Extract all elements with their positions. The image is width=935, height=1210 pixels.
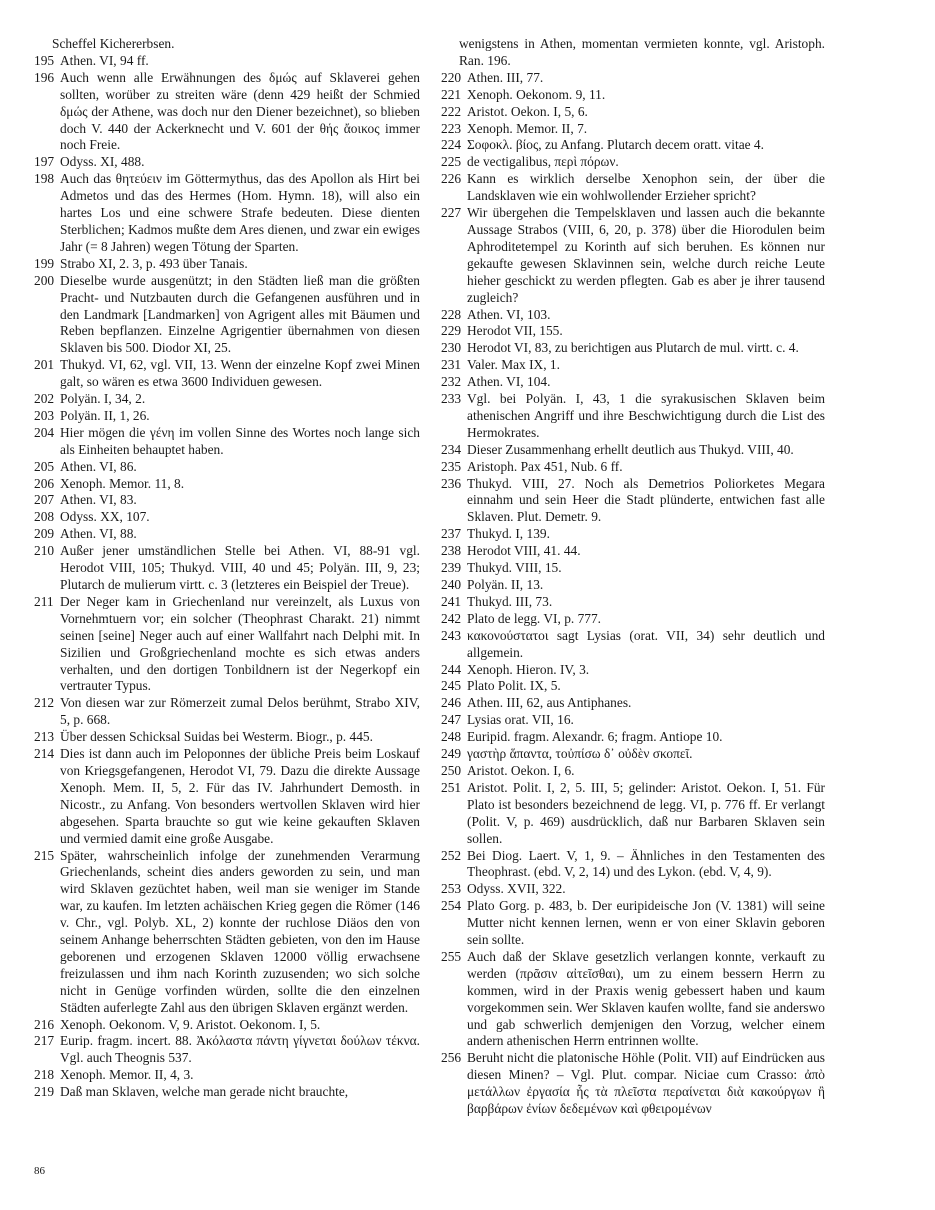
footnote-text: Vgl. bei Polyän. I, 43, 1 die syrakusischen Sklaven beim athenischen Angriff und ihre Beschwichtigung durch die List des Hermokrates.: [467, 391, 825, 440]
footnote-text: Xenoph. Memor. II, 7.: [467, 120, 588, 136]
footnote-number: 219: [34, 1084, 55, 1100]
footnote-text: Polyän. II, 13.: [467, 577, 544, 592]
footnote-number: 230: [441, 340, 462, 356]
footnote: [34, 70, 420, 155]
footnote-number: 215: [34, 847, 55, 863]
footnote-number: 253: [441, 881, 462, 897]
footnote: [441, 526, 825, 543]
footnote-text: Strabo XI, 2. 3, p. 493 über Tanais.: [60, 255, 248, 271]
footnote-number: 247: [441, 712, 462, 728]
footnote: [441, 374, 825, 391]
footnote-number: 233: [441, 391, 462, 407]
footnote-text: Athen. III, 62, aus Antiphanes.: [467, 695, 632, 711]
footnote-number: 200: [34, 272, 55, 288]
footnote-text: Athen. VI, 83.: [60, 492, 137, 508]
footnote: [34, 729, 420, 746]
footnote-text: Beruht nicht die platonische Höhle (Polit. VII) auf Eindrücken aus diesen Minen? – Vgl. Plut. compar. Niciae cum Crasso: ἀπὸ μετάλλων ἐργασία ἧς τὰ πλεῖστα περαίνεται διὰ κακούργων ἢ βαρβάρων ἐνίων δεδεμένων καὶ φθειρομένων: [467, 1050, 825, 1117]
footnote: [441, 611, 825, 628]
footnote-text: κακονούστατοι sagt Lysias (orat. VII, 34) sehr deutlich und allgemein.: [467, 627, 825, 660]
footnote-number: 236: [441, 475, 462, 491]
footnote: [34, 357, 420, 391]
footnote-number: 202: [34, 391, 55, 407]
footnote-text: Hier mögen die γένη im vollen Sinne des Wortes noch lange sich als Einheiten behauptet haben.: [60, 424, 420, 457]
footnote-text: Dieselbe wurde ausgenützt; in den Städten ließ man die größten Pracht- und Nutzbauten durch die Gefangenen ausführen und in den Landmark [Landmarken] von Agrigent alles mit Bäumen und Reben bepflanzen. Einzelne Agrigentier übernahmen von diesen Sklaven bis 500. Diodor XI, 25.: [60, 272, 420, 356]
footnote-number: 245: [441, 678, 462, 694]
right-continuation: wenigstens in Athen, momentan vermieten konnte, vgl. Aristoph. Ran. 196.: [459, 36, 825, 68]
footnote-text: Herodot VI, 83, zu berichtigen aus Plutarch de mul. virtt. c. 4.: [467, 340, 799, 356]
footnote: [34, 256, 420, 273]
footnote: [34, 848, 420, 1017]
footnote-number: 249: [441, 746, 462, 762]
footnote: [34, 408, 420, 425]
footnote: [441, 171, 825, 205]
footnote-text: Thukyd. I, 139.: [467, 526, 550, 542]
footnote-number: 228: [441, 306, 462, 322]
footnote: [34, 695, 420, 729]
left-continuation: Scheffel Kichererbsen.: [52, 36, 175, 51]
footnote: [441, 898, 825, 949]
footnote: [441, 577, 825, 594]
footnote-number: 223: [441, 120, 462, 136]
footnote: [441, 459, 825, 476]
footnote: [441, 323, 825, 340]
footnote-number: 227: [441, 205, 462, 221]
footnote-text: Auch wenn alle Erwähnungen des δμώς auf Sklaverei gehen sollten, worüber zu streiten wäre (denn 429 heißt der Schmied δμώς der Athene, was doch nur den Diener bezeichnet), so blieben doch V. 440 der Ackerknecht und V. 601 der θής ἄοικος immer noch Freie.: [60, 69, 420, 153]
footnote-number: 221: [441, 86, 462, 102]
footnote-text: de vectigalibus, περὶ πόρων.: [467, 154, 619, 170]
right-column: [441, 36, 825, 1118]
footnote-text: Xenoph. Oekonom. 9, 11.: [467, 86, 606, 102]
footnote-number: 218: [34, 1067, 55, 1083]
footnote-number: 210: [34, 543, 55, 559]
footnote: [441, 357, 825, 374]
footnote: [34, 1033, 420, 1067]
footnote-number: 214: [34, 746, 55, 762]
footnote-text: Xenoph. Hieron. IV, 3.: [467, 661, 590, 677]
footnote-text: Athen. VI, 104.: [467, 374, 551, 390]
footnote-text: Thukyd. VIII, 27. Noch als Demetrios Poliorketes Megara einnahm und sein Heer die Stadt plünderte, entwichen fast alle Sklaven. Plut. Demetr. 9.: [467, 475, 825, 525]
footnote: [34, 476, 420, 493]
footnote-number: 220: [441, 69, 462, 85]
footnote-number: 244: [441, 661, 462, 677]
footnote-text: Plato Polit. IX, 5.: [467, 678, 561, 694]
footnote-number: 225: [441, 154, 462, 170]
footnote-text: Aristot. Oekon. I, 5, 6.: [467, 103, 588, 119]
footnote-number: 198: [34, 171, 55, 187]
footnote-number: 246: [441, 695, 462, 711]
footnote-number: 242: [441, 610, 462, 626]
footnote-text: Lysias orat. VII, 16.: [467, 712, 574, 728]
footnote-text: Aristot. Oekon. I, 6.: [467, 762, 575, 778]
footnote-text: Aristot. Polit. I, 2, 5. III, 5; gelinder: Aristot. Oekon. I, 51. Für Plato ist besonders bezeichnend de legg. VI, p. 776 ff. Er verlangt (Polit. V, p. 469) ausdrücklich, daß nur Barbaren Sklaven sein sollen.: [467, 779, 825, 846]
footnote: [441, 543, 825, 560]
footnote-number: 256: [441, 1050, 462, 1066]
footnote-number: 255: [441, 948, 462, 964]
left-column: [34, 36, 420, 1101]
footnote-number: 229: [441, 323, 462, 339]
footnote: [441, 442, 825, 459]
footnote-number: 196: [34, 69, 55, 85]
footnote-text: Von diesen war zur Römerzeit zumal Delos berühmt, Strabo XIV, 5, p. 668.: [60, 695, 420, 728]
footnote: [441, 746, 825, 763]
footnote: [34, 526, 420, 543]
footnote-number: 211: [34, 593, 54, 609]
footnote: [441, 560, 825, 577]
footnote: [34, 1017, 420, 1034]
footnote-text: Valer. Max IX, 1.: [467, 357, 560, 373]
footnote-number: 212: [34, 695, 55, 711]
footnote-number: 206: [34, 475, 55, 491]
footnote-text: Bei Diog. Laert. V, 1, 9. – Ähnliches in den Testamenten des Theophrast. (ebd. V, 2, 14) und des Lykon. (ebd. V, 4, 9).: [467, 847, 825, 880]
footnote: [441, 307, 825, 324]
footnote-text: Plato de legg. VI, p. 777.: [467, 610, 602, 626]
footnote-number: 197: [34, 154, 55, 170]
footnote: [441, 391, 825, 442]
footnote-number: 248: [441, 729, 462, 745]
footnote-text: Athen. VI, 103.: [467, 306, 551, 322]
footnote: [34, 391, 420, 408]
footnote-number: 231: [441, 357, 462, 373]
footnote: [441, 70, 825, 87]
footnote: [441, 881, 825, 898]
footnote: [34, 53, 420, 70]
footnote-number: 251: [441, 779, 462, 795]
footnote-text: Athen. III, 77.: [467, 69, 544, 85]
footnote-number: 224: [441, 137, 462, 153]
footnote-number: 222: [441, 103, 462, 119]
footnote: [34, 746, 420, 847]
footnote-number: 237: [441, 526, 462, 542]
footnote-text: Herodot VII, 155.: [467, 323, 563, 339]
footnote-text: Odyss. XX, 107.: [60, 509, 150, 525]
footnote: [34, 1084, 420, 1101]
footnote-text: Aristoph. Pax 451, Nub. 6 ff.: [467, 458, 623, 474]
footnote: [441, 205, 825, 306]
footnote-number: 250: [441, 762, 462, 778]
footnote-number: 232: [441, 374, 462, 390]
footnote-number: 201: [34, 357, 55, 373]
footnote-text: Xenoph. Memor. II, 4, 3.: [60, 1067, 194, 1083]
footnote-text: Plato Gorg. p. 483, b. Der euripideische Jon (V. 1381) will seine Mutter nicht kennen lernen, wenn er von einer Sklavin geboren sein sollte.: [467, 898, 825, 948]
footnote-number: 217: [34, 1033, 55, 1049]
footnote-text: Polyän. I, 34, 2.: [60, 391, 146, 407]
footnote: [441, 476, 825, 527]
footnote-number: 254: [441, 898, 462, 914]
footnote-text: Euripid. fragm. Alexandr. 6; fragm. Antiope 10.: [467, 729, 723, 745]
footnote-number: 209: [34, 526, 55, 542]
footnote: [34, 594, 420, 695]
footnote: [34, 509, 420, 526]
footnote-text: Auch das θητεύειν im Göttermythus, das des Apollon als Hirt bei Admetos und das des Hermes (Hom. Hymn. 18), will also ein hartes Los und eine schwere Strafe bedeuten. Diese dienten Sterblichen; Kadmos mußte dem Ares dienen, und zwar ein ewiges Jahr (= 8 Jahren) wegen Tötung der Sparten.: [60, 171, 420, 254]
footnote-text: Der Neger kam in Griechenland nur vereinzelt, als Luxus von Vornehmtuern vor; ein solcher (Theophrast Charakt. 21) nimmt seinen [seine] Neger auch auf einer Wallfahrt nach Delphi mit. In Sizilien und Großgriechenland mochte es sich etwas anders verhalten, und den dortigen Tonbildnern ist der Negerkopf ein vertrauter Typus.: [60, 593, 420, 694]
footnote: [34, 154, 420, 171]
footnote-text: Dies ist dann auch im Peloponnes der übliche Preis beim Loskauf von Kriegsgefangenen, Herodot VI, 79. Dazu die direkte Aussage Xenoph. Mem. II, 5, 2. Für das IV. Jahrhundert Demosth. in Nicostr., zu Anfang. Von besonders wertvollen Sklaven wird hier abgesehen. Sparta brauchte so gut wie keine gekauften Sklaven und vermied damit eine große Ausgabe.: [60, 746, 420, 846]
footnote-text: Später, wahrscheinlich infolge der zunehmenden Verarmung Griechenlands, scheint dies anders geworden zu sein, und man wird Sklaven gezüchtet haben, weil man sie weniger im Stande war, zu kaufen. Im letzten achäischen Krieg gegen die Römer (146 v. Chr., vgl. Polyb. XL, 2) konnte der ruchlose Diäos den von seinem Anhange beherrschten Städten gebieten, von den im Hause geborenen und erzogenen Sklaven 12000 völlig erwachsene freizulassen und ihm nach Korinth zuzusenden; wo sich solche nicht in Genüge vorfinden würden, sollte die den einzelnen Städten auferlegte Zahl aus den übrigen Sklaven ergänzt werden.: [60, 847, 420, 1015]
footnote: [441, 695, 825, 712]
footnote: [34, 543, 420, 594]
footnote-number: 199: [34, 255, 55, 271]
footnote-text: Dieser Zusammenhang erhellt deutlich aus Thukyd. VIII, 40.: [467, 441, 794, 457]
footnote-number: 235: [441, 458, 462, 474]
footnote-text: Σοφοκλ. βίος, zu Anfang. Plutarch decem oratt. vitae 4.: [467, 137, 764, 153]
footnote-text: Odyss. XVII, 322.: [467, 881, 566, 897]
footnote: [441, 340, 825, 357]
footnote-number: 252: [441, 847, 462, 863]
footnote-number: 203: [34, 407, 55, 423]
footnote-number: 207: [34, 492, 55, 508]
footnote: [441, 949, 825, 1050]
footnote: [441, 712, 825, 729]
footnote-text: Außer jener umständlichen Stelle bei Athen. VI, 88-91 vgl. Herodot VIII, 105; Thukyd. VIII, 40 und 45; Polyän. III, 9, 23; Plutarch de mulierum virtt. c. 3 (letzteres ein Beispiel der Treue).: [60, 543, 420, 592]
footnote-text: Kann es wirklich derselbe Xenophon sein, der über die Landsklaven wie ein wohlwollender Erzieher spricht?: [467, 171, 825, 204]
footnote-text: Herodot VIII, 41. 44.: [467, 543, 581, 559]
footnote-number: 208: [34, 509, 55, 525]
footnote: [441, 848, 825, 882]
footnote: [441, 780, 825, 848]
footnote-number: 226: [441, 171, 462, 187]
footnote: [441, 1050, 825, 1118]
footnote-text: Athen. VI, 94 ff.: [60, 52, 149, 68]
footnote: [441, 729, 825, 746]
footnote-number: 204: [34, 424, 55, 440]
footnote-number: 238: [441, 543, 462, 559]
footnote: [441, 678, 825, 695]
footnote-text: Wir übergehen die Tempelsklaven und lassen auch die bekannte Aussage Strabos (VIII, 6, 20, p. 378) über die Hiorodulen beim Aphroditetempel zu Korinth auf sich beruhen. Es können nur gekaufte gewesen Sklavinnen sein, welche durch reiche Leute hieher geschickt zu werden pflegten. Gab es aber je ihrer tausend zugleich?: [467, 205, 825, 305]
footnote-text: Thukyd. VIII, 15.: [467, 560, 562, 576]
footnote: [34, 459, 420, 476]
footnote-number: 240: [441, 577, 462, 592]
footnote-text: Athen. VI, 88.: [60, 526, 137, 542]
page-number: 86: [34, 1165, 45, 1177]
footnote-text: Polyän. II, 1, 26.: [60, 407, 150, 423]
footnote-text: γαστὴρ ἅπαντα, τοὐπίσω δ᾽ οὐδὲν σκοπεῖ.: [467, 746, 693, 762]
footnote: [34, 492, 420, 509]
footnote: [34, 273, 420, 358]
footnote: [34, 425, 420, 459]
footnote: [34, 171, 420, 256]
footnote: [441, 154, 825, 171]
footnote: [34, 1067, 420, 1084]
footnote-text: Daß man Sklaven, welche man gerade nicht brauchte,: [60, 1084, 349, 1100]
footnote-number: 239: [441, 560, 462, 576]
footnote-text: Über dessen Schicksal Suidas bei Westerm. Biogr., p. 445.: [60, 729, 373, 745]
footnote-number: 213: [34, 729, 55, 745]
footnote-number: 234: [441, 441, 462, 457]
footnote-text: Xenoph. Oekonom. V, 9. Aristot. Oekonom. I, 5.: [60, 1016, 321, 1032]
footnote-number: 216: [34, 1016, 55, 1032]
footnote-number: 241: [441, 593, 462, 609]
footnote: [441, 87, 825, 104]
footnote-text: Athen. VI, 86.: [60, 458, 137, 474]
footnote: [441, 662, 825, 679]
footnote-text: Auch daß der Sklave gesetzlich verlangen konnte, verkauft zu werden (πρᾶσιν αἰτεῖσθαι), um zu einem bessern Herrn zu kommen, wird in der Praxis wenig gebessert haben und kaum vorgekommen sein. Wer Sklaven kaufen wollte, fand sie anderswo und gab schwerlich demjenigen den Vorzug, welcher einem andern athenischen Herrn entrinnen wollte.: [467, 948, 825, 1049]
footnote-number: 195: [34, 52, 55, 68]
footnote-number: 243: [441, 627, 462, 643]
footnote-text: Thukyd. III, 73.: [467, 593, 553, 609]
footnote-number: 205: [34, 458, 55, 474]
footnote: [441, 137, 825, 154]
footnote: [441, 121, 825, 138]
footnote: [441, 763, 825, 780]
footnote: [441, 104, 825, 121]
footnote: [441, 594, 825, 611]
footnote-text: Xenoph. Memor. 11, 8.: [60, 475, 185, 491]
footnote-text: Eurip. fragm. incert. 88. Ἀκόλαστα πάντη γίγνεται δούλων τέκνα. Vgl. auch Theognis 537.: [60, 1033, 420, 1066]
footnote: [441, 628, 825, 662]
footnote-text: Odyss. XI, 488.: [60, 154, 145, 170]
footnote-text: Thukyd. VI, 62, vgl. VII, 13. Wenn der einzelne Kopf zwei Minen galt, so wären es etwa 3600 Individuen gewesen.: [60, 357, 420, 390]
